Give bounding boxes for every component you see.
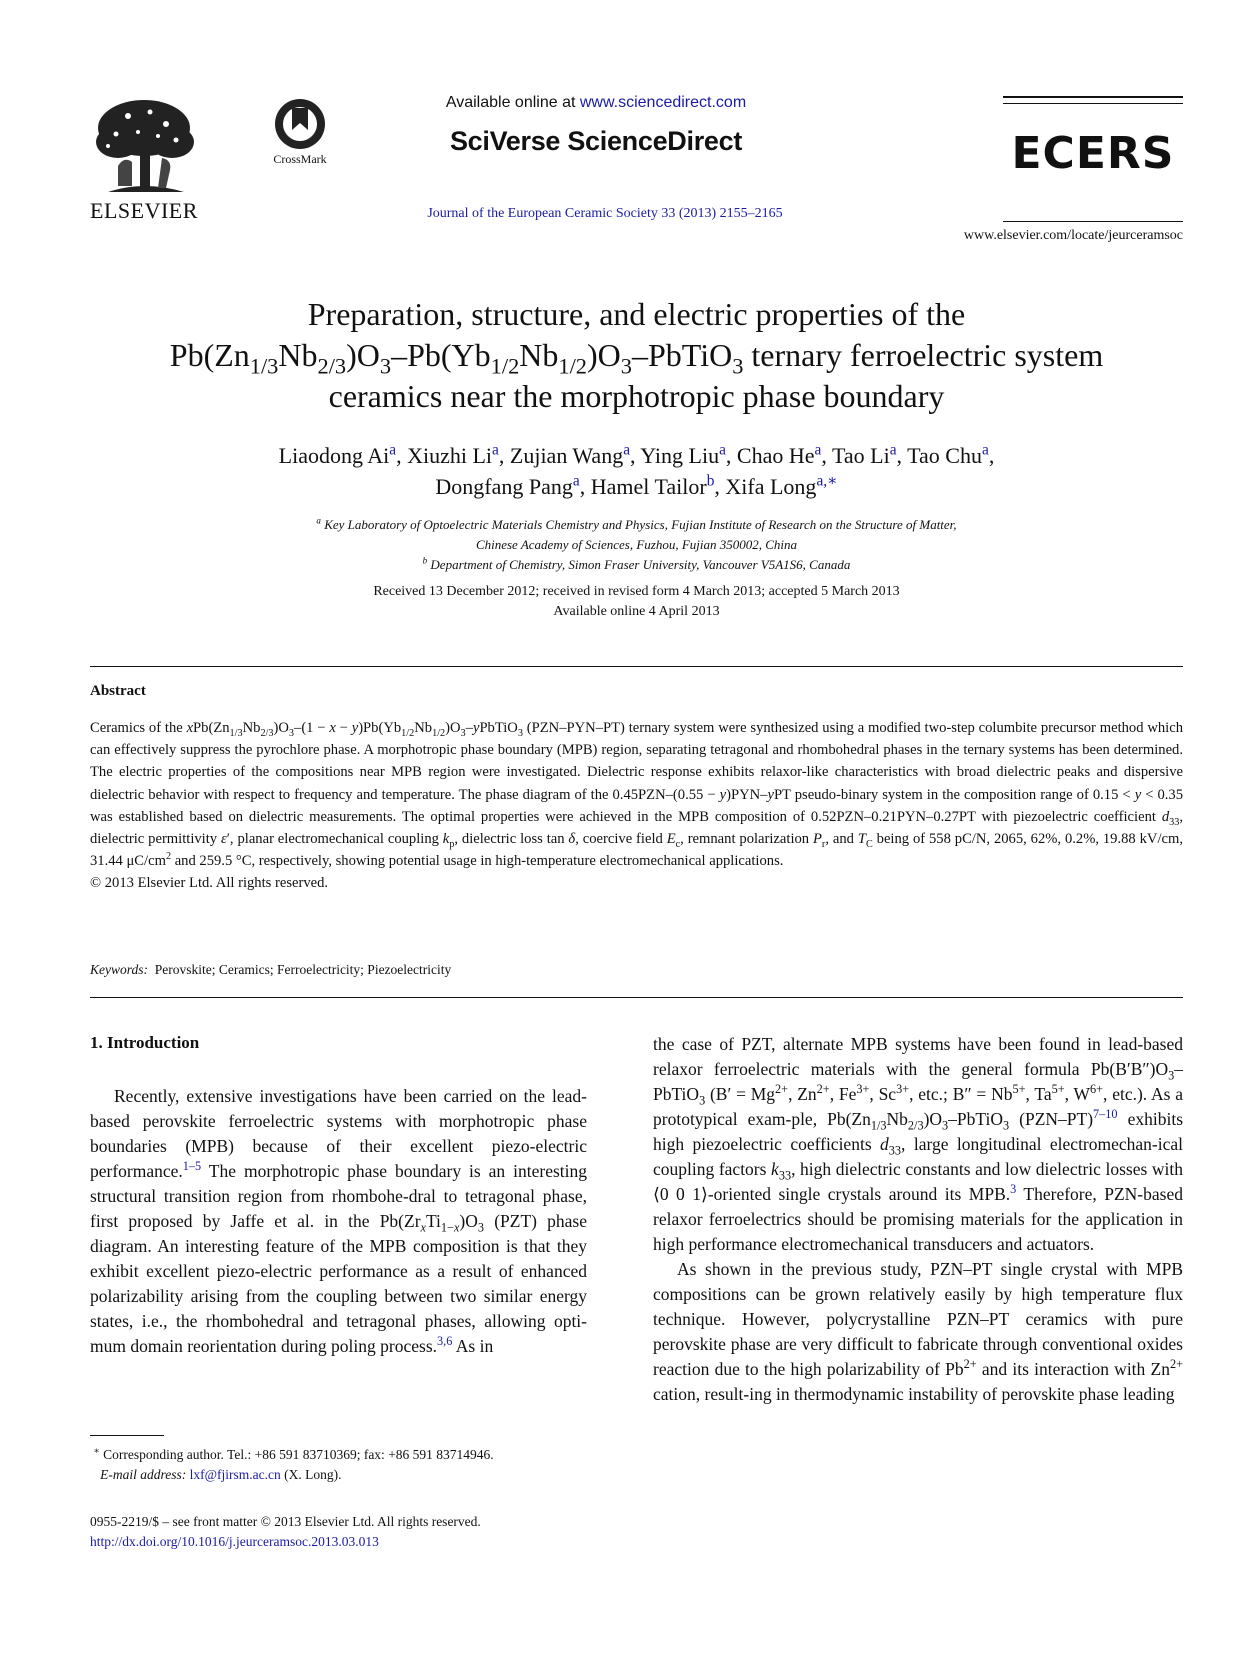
affiliation-a-cont: Chinese Academy of Sciences, Fuzhou, Fujian 350002, China (475, 537, 798, 552)
journal-reference-link[interactable]: Journal of the European Ceramic Society 33 (2013) 2155–2165 (427, 206, 783, 221)
author-affiliation-ref[interactable]: a,∗ (816, 472, 838, 490)
header-rule (1003, 221, 1183, 222)
online-date: Available online 4 April 2013 (553, 604, 720, 619)
keywords-label: Keywords: (90, 962, 148, 977)
keywords-list: Perovskite; Ceramics; Ferroelectricity; Piezoelectricity (154, 962, 452, 977)
title-line: ceramics near the morphotropic phase boundary (328, 378, 945, 414)
abstract-heading: Abstract (90, 683, 146, 699)
citation-link[interactable]: 1–5 (182, 1159, 202, 1174)
email-suffix: (X. Long). (284, 1467, 342, 1482)
author-list (90, 440, 1183, 502)
author-affiliation-ref[interactable]: a (492, 441, 499, 459)
section-heading-introduction: 1. Introduction (90, 1033, 200, 1052)
citation-link[interactable]: 3,6 (437, 1334, 453, 1349)
issn-line: 0955-2219/$ – see front matter © 2013 Elsevier Ltd. All rights reserved. (90, 1514, 481, 1529)
abstract-copyright: © 2013 Elsevier Ltd. All rights reserved. (90, 875, 329, 892)
citation-link[interactable]: 7–10 (1093, 1107, 1118, 1122)
email-link[interactable]: lxf@fjirsm.ac.cn (189, 1467, 281, 1482)
author-name: Hamel Tailor (590, 474, 707, 499)
email-label: E-mail address: (100, 1467, 187, 1482)
email-note (90, 1465, 610, 1485)
corresponding-author-text: Corresponding author. Tel.: +86 591 83710369; fax: +86 591 83714946. (103, 1447, 494, 1462)
footnote (90, 1445, 610, 1485)
affiliation-b (90, 555, 1183, 575)
author-name: Tao Li (831, 443, 890, 468)
front-matter (90, 1512, 690, 1552)
author-affiliation-ref[interactable]: a (623, 441, 631, 459)
paragraph: Recently, extensive investigations have been carried on the lead-based perovskite ferroelectric systems with morphotropic phase boundaries (MPB) because of their excellent piezo-electric performance.$^{1-5}$ The morphotropic phase boundary is an interesting structural transition region from rhombohe-dral to tetragonal phase, first proposed by Jaffe et al. in the $Pb(Zr_xTi_{1-x})O_3$ (PZT) phase diagram. An interesting feature of the MPB composition is that they exhibit excellent piezo-electric performance as a result of enhanced polarizability arising from the coupling between two similar energy states, i.e., the rhombohedral and tetragonal phases, allowing opti-mum domain reorientation during poling process.$^{3,6}$ As in (90, 1086, 587, 1356)
abstract-top-rule (90, 666, 1183, 667)
publisher-wordmark: ELSEVIER (90, 198, 198, 223)
abstract-body: Ceramics of the $xPb(Zn_{1/3}Nb_{2/3})O_3-(1 - x$ − $y)Pb(Yb_{1/2}Nb_{1/2})O_3-yPbTiO_3$ (PZN–PYN–PT) ternary system were synthesized using a modified two-step columbite precursor method which can effectively suppress the pyrochlore phase. A morphotropic phase boundary (MPB) region, separating tetragonal and rhombohedral phases in the ternary systems has been determined. The electric properties of the compositions near MPB region were investigated. Dielectric response exhibits relaxor-like characteristics with broad dielectric peaks and dispersive dielectric behavior with respect to frequency and temperature. The phase diagram of the 0.45PZN–(0.55 − y)PYN–yPT pseudo-binary system in the composition range of 0.15 < y < 0.35 was established based on dielectric measurements. The optimal properties were achieved in the MPB composition of 0.52PZN–0.21PYN–0.27PT with piezoelectric coefficient $d_{33}$, dielectric permittivity ε′, planar electromechanical coupling $k_p$, dielectric loss tan δ, coercive field $E_c$, remnant polarization $P_r$, and $T_C$ being of 558 pC/N, 2065, 62%, 0.2%, 19.88 kV/cm, 31.44 $\mu C/cm^2$ and 259.5 °C, respectively, showing potential usage in high-temperature electromechanical applications. © 2013 Elsevier Ltd. All rights reserved. (90, 717, 1183, 895)
crossmark-label: CrossMark (273, 152, 327, 166)
received-dates: Received 13 December 2012; received in revised form 4 March 2013; accepted 5 March 2013 (373, 584, 900, 599)
author-name: Xiuzhi Li (407, 443, 493, 468)
keywords (90, 962, 1183, 978)
paragraph: As shown in the previous study, PZN–PT single crystal with MPB compositions can be grown relatively easily by high temperature flux technique. However, polycrystalline PZN–PT ceramics with pure perovskite phase are very difficult to fabricate through conventional oxides reaction due to the high polarizability of $Pb^{2+}$ and its interaction with $Zn^{2+}$ cation, result-ing in thermodynamic instability of perovskite phase leading (653, 1259, 1183, 1404)
availability-prefix: Available online at (445, 94, 580, 111)
author-name: Dongfang Pang (435, 474, 573, 499)
sciencedirect-link[interactable]: www.sciencedirect.com (579, 94, 747, 111)
header-rule (1003, 96, 1183, 98)
affiliations (90, 515, 1183, 575)
author-affiliation-ref[interactable]: b (706, 472, 715, 490)
abstract-bottom-rule (90, 997, 1183, 998)
doi-link[interactable]: http://dx.doi.org/10.1016/j.jeurceramsoc.2013.03.013 (90, 1534, 379, 1549)
author-affiliation-ref[interactable]: a (814, 441, 822, 459)
ecers-logo: ECERS (1011, 128, 1175, 179)
affiliation-label: a (316, 515, 321, 526)
affiliation-a (90, 515, 1183, 535)
sciverse-logo: SciVerse ScienceDirect (449, 126, 743, 156)
article-history (90, 582, 1183, 622)
affiliation-label: b (422, 555, 428, 566)
elsevier-tree-logo (88, 96, 200, 196)
author-line: Liaodong Ai$^a$, Xiuzhi Li$^a$, Zujian Wang$^a$, Ying Liu$^a$, Chao He$^a$, Tao Li$^a$, Tao Chu$^a$, (278, 441, 995, 468)
author-name: Zujian Wang (509, 443, 624, 468)
author-affiliation-ref[interactable]: a (981, 441, 989, 459)
footnote-rule (90, 1435, 164, 1436)
author-affiliation-ref[interactable]: a (572, 472, 580, 490)
author-name: Chao He (736, 443, 815, 468)
title-line-formula: $Pb(Zn_{1/3}Nb_{2/3})O_3-Pb(Yb_{1/2}Nb_{1/2})O_3-PbTiO_3$ ternary ferroelectric system (169, 337, 1104, 379)
title-line: Preparation, structure, and electric properties of the (307, 296, 966, 332)
journal-homepage: www.elsevier.com/locate/jeurceramsoc (963, 228, 1183, 243)
author-affiliation-ref[interactable]: a (719, 441, 726, 459)
paragraph: the case of PZT, alternate MPB systems have been found in lead-based relaxor ferroelectric materials with the general formula $Pb(B'B'')O_3-PbTiO_3$ ($B' = Mg^{2+}$, $Zn^{2+}$, $Fe^{3+}$, $Sc^{3+}$, etc.; $B'' = Nb^{5+}$, $Ta^{5+}$, $W^{6+}$, etc.). As a prototypical exam-ple, $Pb(Zn_{1/3}Nb_{2/3})O_3-PbTiO_3$ $(PZN-PT)^{7-10}$ exhibits high piezoelectric coefficients $d_{33}$, large longitudinal electromechan-ical coupling factors $k_{33}$, high dielectric constants and low dielectric losses with ⟨0 0 1⟩-oriented single crystals around its MPB.$^3$ Therefore, PZN-based relaxor ferroelectrics should be promising materials for the application in high performance electromechanical transducers and actuators. (653, 1034, 1184, 1254)
citation-link[interactable]: 3 (1010, 1182, 1017, 1197)
body-column-right (653, 1032, 1183, 1407)
corresponding-author-note: ∗ Corresponding author. Tel.: +86 591 83710369; fax: +86 591 83714946. (93, 1446, 494, 1462)
author-name: Tao Chu (907, 443, 982, 468)
author-name: Liaodong Ai (278, 443, 390, 468)
author-affiliation-ref[interactable]: a (889, 441, 897, 459)
article-title (90, 294, 1183, 417)
affiliation-text: Department of Chemistry, Simon Fraser University, Vancouver V5A1S6, Canada (430, 557, 851, 572)
affiliation-text: Key Laboratory of Optoelectric Materials Chemistry and Physics, Fujian Institute of Research on the Structure of Matter, (324, 517, 957, 532)
author-name: Xifa Long (725, 474, 817, 499)
body-column-left (90, 1084, 587, 1359)
header-rule (1003, 103, 1183, 104)
author-name: Ying Liu (640, 443, 720, 468)
author-line: Dongfang Pang$^a$, Hamel Tailor$^b$, Xifa Long$^{a,∗}$ (435, 472, 838, 499)
author-affiliation-ref[interactable]: a (389, 441, 397, 459)
availability-line (406, 94, 786, 112)
